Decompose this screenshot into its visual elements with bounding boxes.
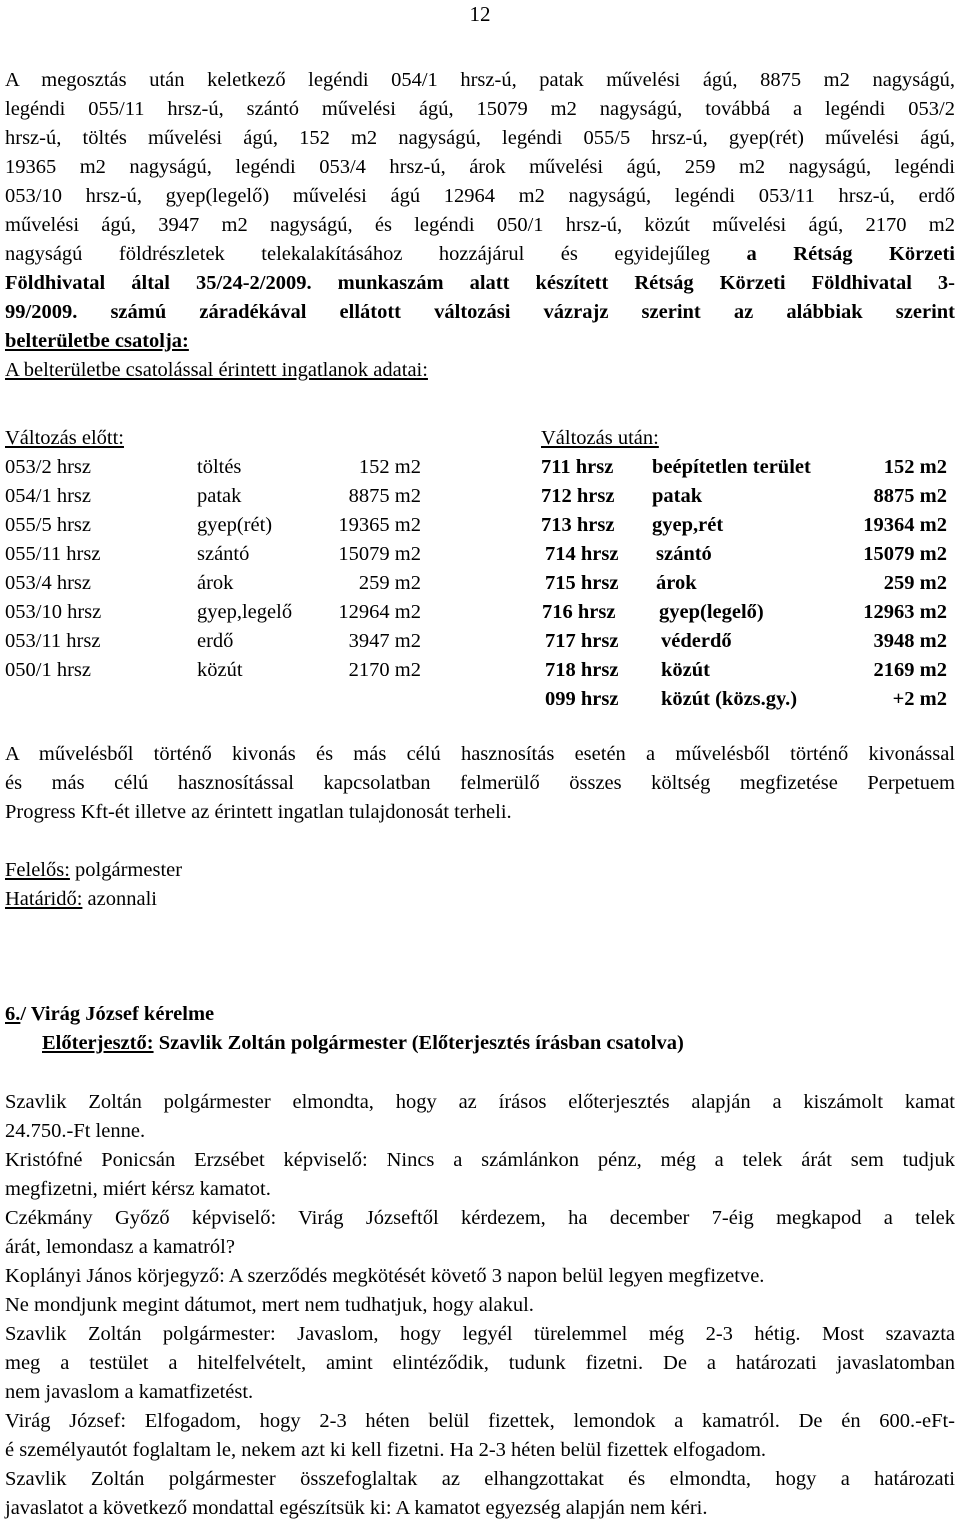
- table-row: [5, 511, 955, 540]
- before-type: árok: [197, 572, 234, 594]
- item-6-presenter-line: [5, 1029, 955, 1058]
- before-area: 3947 m2: [348, 630, 421, 652]
- before-area: 152 m2: [358, 456, 421, 478]
- intro-line: A megosztás után keletkező legéndi 054/1 hrsz-ú, patak művelési ágú, 8875 m2 nagyságú,: [5, 69, 955, 91]
- after-hrsz: 716 hrsz: [542, 601, 616, 623]
- table-header-row: [5, 424, 955, 453]
- item-6-title-line: [5, 1000, 955, 1029]
- after-type: szántó: [656, 543, 712, 565]
- after-hrsz: 712 hrsz: [541, 485, 615, 507]
- costs-line: és más célú hasznosítással kapcsolatban felmerülő összes költség megfizetése Perpetuem: [5, 772, 955, 794]
- after-area: 19364 m2: [863, 514, 947, 536]
- before-type: erdő: [197, 630, 234, 652]
- table-row: [5, 627, 955, 656]
- deadline-value: azonnali: [82, 888, 157, 910]
- after-type: patak: [652, 485, 703, 507]
- after-type: beépítetlen terület: [652, 456, 811, 478]
- deadline-label: Határidő:: [5, 888, 83, 910]
- minutes-line: javaslatot a következő mondattal egészítsük ki: A kamatot egyezség alapján nem kéri.: [5, 1497, 708, 1519]
- table-row: [5, 540, 955, 569]
- minutes-line: é személyautót foglaltam le, nekem azt ki kell fizetni. Ha 2-3 héten belül fizettek elfogadom.: [5, 1439, 767, 1461]
- responsible-label: Felelős:: [5, 859, 70, 881]
- before-hrsz: 050/1 hrsz: [5, 659, 91, 681]
- minutes-line: árát, lemondasz a kamatról?: [5, 1236, 235, 1258]
- minutes-line: megfizetni, miért kérsz kamatot.: [5, 1178, 271, 1200]
- costs-paragraph: [5, 740, 955, 827]
- presenter-label: Előterjesztő:: [42, 1032, 154, 1054]
- intro-line: legéndi 055/11 hrsz-ú, szántó művelési ágú, 15079 m2 nagyságú, továbbá a legéndi 053/2: [5, 98, 955, 120]
- minutes-line: nem javaslom a kamatfizetést.: [5, 1381, 254, 1403]
- intro-bold-text: a Rétság Körzeti: [746, 243, 955, 265]
- table-row: [5, 482, 955, 511]
- after-type: közút: [661, 659, 710, 681]
- before-type: közút: [197, 659, 243, 681]
- item-6-heading: [5, 1000, 955, 1058]
- intro-line: művelési ágú, 3947 m2 nagyságú, és legéndi 050/1 hrsz-ú, közút művelési ágú, 2170 m2: [5, 214, 955, 236]
- before-hrsz: 053/2 hrsz: [5, 456, 91, 478]
- after-type: véderdő: [661, 630, 732, 652]
- before-type: szántó: [197, 543, 250, 565]
- intro-line: hrsz-ú, töltés művelési ágú, 152 m2 nagyságú, legéndi 055/5 hrsz-ú, gyep(rét) művelési ágú,: [5, 127, 955, 149]
- intro-bold-text: 99/2009.: [5, 301, 78, 323]
- intro-line: 053/10 hrsz-ú, gyep(legelő) művelési ágú 12964 m2 nagyságú, legéndi 053/11 hrsz-ú, erdő: [5, 185, 955, 207]
- minutes-line: 24.750.-Ft lenne.: [5, 1120, 146, 1142]
- after-hrsz: 717 hrsz: [545, 630, 619, 652]
- after-type: közút (közs.gy.): [661, 688, 798, 710]
- before-area: 19365 m2: [338, 514, 421, 536]
- intro-paragraph: [5, 66, 955, 385]
- intro-line: [5, 240, 955, 269]
- table-row: [5, 685, 955, 714]
- annex-underlined-text: belterületbe csatolja:: [5, 330, 189, 352]
- section-heading: [5, 356, 955, 385]
- after-hrsz: 718 hrsz: [545, 659, 619, 681]
- parcel-table: [5, 424, 955, 714]
- before-hrsz: 055/5 hrsz: [5, 514, 91, 536]
- minutes-line: Szavlik Zoltán polgármester elmondta, hogy az írásos előterjesztés alapján a kiszámolt kamat: [5, 1091, 955, 1113]
- after-type: gyep(legelő): [659, 601, 764, 623]
- intro-bold-text: számú záradékával ellátott változási vázrajz szerint az alábbiak szerint: [77, 301, 955, 323]
- minutes-line: Koplányi János körjegyző: A szerződés megkötését követő 3 napon belül legyen megfizetve.: [5, 1265, 765, 1287]
- before-type: töltés: [197, 456, 242, 478]
- minutes-line: Ne mondjunk megint dátumot, mert nem tudhatjuk, hogy alakul.: [5, 1294, 534, 1316]
- before-area: 12964 m2: [338, 601, 421, 623]
- after-area: 12963 m2: [863, 601, 947, 623]
- responsible-line: [5, 856, 955, 885]
- minutes-line: Czékmány Győző képviselő: Virág Józseftől kérdezem, ha december 7-éig megkapod a telek: [5, 1207, 955, 1229]
- after-area: 15079 m2: [863, 543, 947, 565]
- before-area: 15079 m2: [338, 543, 421, 565]
- intro-line: 19365 m2 nagyságú, legéndi 053/4 hrsz-ú, árok művelési ágú, 259 m2 nagyságú, legéndi: [5, 156, 955, 178]
- minutes-line: Szavlik Zoltán polgármester: Javaslom, hogy legyél türelemmel még 2-3 hétig. Most szavazta: [5, 1323, 955, 1345]
- after-header: Változás után:: [541, 427, 659, 449]
- after-area: +2 m2: [892, 688, 947, 710]
- before-hrsz: 055/11 hrsz: [5, 543, 101, 565]
- after-hrsz: 714 hrsz: [545, 543, 619, 565]
- before-area: 2170 m2: [348, 659, 421, 681]
- intro-text: nagyságú földrészletek telekalakításához hozzájárul és egyidejűleg: [5, 243, 747, 265]
- responsibility-block: [5, 856, 955, 914]
- after-area: 3948 m2: [873, 630, 947, 652]
- section-heading-text: A belterületbe csatolással érintett ingatlanok adatai:: [5, 359, 428, 381]
- before-area: 259 m2: [358, 572, 421, 594]
- after-area: 2169 m2: [873, 659, 947, 681]
- before-hrsz: 053/10 hrsz: [5, 601, 102, 623]
- table-row: [5, 569, 955, 598]
- minutes-line: meg a testület a hitelfelvételt, amint elintéződik, tudunk fizetni. De a határozati javaslatomban: [5, 1352, 955, 1374]
- table-row: [5, 598, 955, 627]
- after-area: 259 m2: [883, 572, 947, 594]
- intro-line: [5, 327, 955, 356]
- costs-line: Progress Kft-ét illetve az érintett ingatlan tulajdonosát terheli.: [5, 801, 512, 823]
- page-number: 12: [469, 2, 491, 26]
- minutes-line: Szavlik Zoltán polgármester összefoglaltak az elhangzottakat és elmondta, hogy a határozati: [5, 1468, 955, 1490]
- item-6-title: / Virág József kérelme: [20, 1003, 215, 1025]
- minutes-line: Virág József: Elfogadom, hogy 2-3 héten belül fizettek, lemondok a kamatról. De én 600.-eFt-: [5, 1410, 955, 1432]
- deadline-line: [5, 885, 955, 914]
- item-6-number: 6.: [5, 1003, 21, 1025]
- after-area: 152 m2: [883, 456, 947, 478]
- table-row: [5, 453, 955, 482]
- intro-bold-line: Földhivatal által 35/24-2/2009. munkaszám alatt készített Rétság Körzeti Földhivatal 3-: [5, 272, 955, 294]
- after-area: 8875 m2: [873, 485, 947, 507]
- after-type: árok: [656, 572, 697, 594]
- before-hrsz: 053/4 hrsz: [5, 572, 91, 594]
- after-hrsz: 711 hrsz: [541, 456, 614, 478]
- after-hrsz: 713 hrsz: [541, 514, 615, 536]
- before-type: gyep,legelő: [197, 601, 293, 623]
- costs-line: A művelésből történő kivonás és más célú hasznosítás esetén a művelésből történő kivonással: [5, 743, 955, 765]
- before-type: patak: [197, 485, 242, 507]
- before-hrsz: 053/11 hrsz: [5, 630, 101, 652]
- after-hrsz: 715 hrsz: [545, 572, 619, 594]
- minutes-line: Kristófné Ponicsán Erzsébet képviselő: Nincs a számlánkon pénz, még a telek árát sem tudjuk: [5, 1149, 955, 1171]
- after-hrsz: 099 hrsz: [545, 688, 619, 710]
- minutes-paragraphs: [5, 1088, 955, 1523]
- before-hrsz: 054/1 hrsz: [5, 485, 91, 507]
- before-header: Változás előtt:: [5, 427, 124, 449]
- table-row: [5, 656, 955, 685]
- after-type: gyep,rét: [652, 514, 724, 536]
- presenter-value: Szavlik Zoltán polgármester (Előterjesztés írásban csatolva): [153, 1032, 684, 1054]
- intro-line: [5, 298, 955, 327]
- before-area: 8875 m2: [348, 485, 421, 507]
- responsible-value: polgármester: [69, 859, 183, 881]
- before-type: gyep(rét): [197, 514, 273, 536]
